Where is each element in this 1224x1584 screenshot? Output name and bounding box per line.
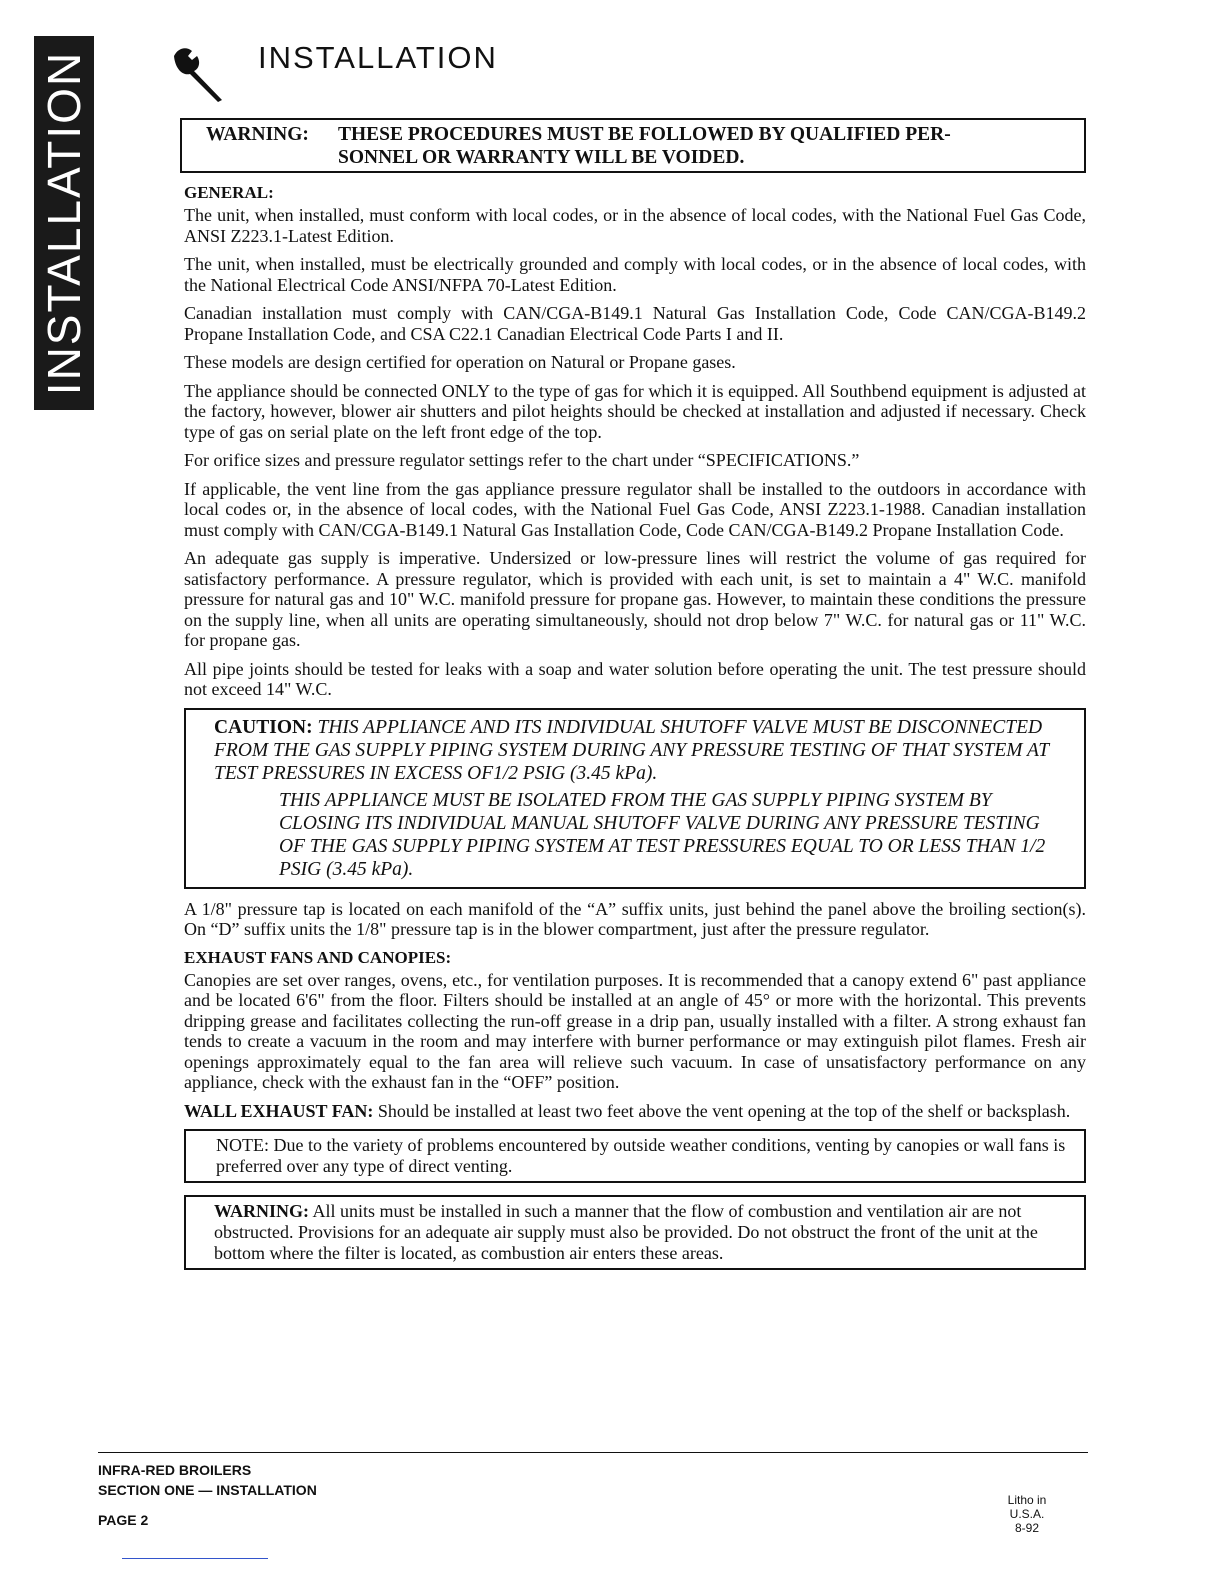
main-content: [184, 118, 1086, 1270]
wall-fan-text: Should be installed at least two feet above the vent opening at the top of the shelf or backsplash.: [377, 1100, 1071, 1121]
general-paragraph: The appliance should be connected ONLY to the type of gas for which it is equipped. All Southbend equipment is adjusted at the factory, however, blower air shutters and pilot heights should be checked at installation and adjusted if necessary. Check type of gas on serial plate on the left front edge of the top.: [184, 380, 1086, 442]
bottom-link-line: [122, 1558, 268, 1559]
note-text: NOTE: Due to the variety of problems encountered by outside weather conditions, venting by canopies or wall fans is preferred over any type of direct venting.: [216, 1135, 1066, 1176]
caution-box: [184, 708, 1086, 889]
footer-left: [98, 1460, 317, 1530]
warning-box: [180, 118, 1086, 173]
footer-date: 8-92: [1014, 1521, 1040, 1535]
page-title: INSTALLATION: [258, 40, 498, 75]
general-paragraph: An adequate gas supply is imperative. Undersized or low-pressure lines will restrict the volume of gas required for satisfactory performance. A pressure regulator, which is provided with each unit, is set to maintain a 4" W.C. manifold pressure for natural gas and 10" W.C. manifold pressure for propane gas. However, to maintain these conditions the pressure on the supply line, when all units are operating simultaneously, should not drop below 7" W.C. for natural gas or 11" W.C. for propane gas.: [184, 548, 1086, 650]
caution-text-1: THIS APPLIANCE AND ITS INDIVIDUAL SHUTOFF VALVE MUST BE DISCONNECTED FROM THE GAS SUPPLY PIPING SYSTEM DURING ANY PRESSURE TESTING OF THAT SYSTEM AT TEST PRESSURES IN EXCESS OF1/2 PSIG (3.45 kPa).: [214, 716, 1049, 784]
caution-text-2: THIS APPLIANCE MUST BE ISOLATED FROM THE GAS SUPPLY PIPING SYSTEM BY CLOSING ITS INDIVIDUAL MANUAL SHUTOFF VALVE DURING ANY PRESSURE TESTING OF THE GAS SUPPLY PIPING SYSTEM AT TEST PRESSURES EQUAL TO OR LESS THAN 1/2 PSIG (3.45 kPa).: [279, 789, 1046, 880]
general-paragraph: The unit, when installed, must conform with local codes, or in the absence of local codes, with the National Fuel Gas Code, ANSI Z223.1-Latest Edition.: [184, 205, 1086, 246]
warning-text-line1: THESE PROCEDURES MUST BE FOLLOWED BY QUALIFIED PER-: [338, 124, 951, 145]
general-paragraph: The unit, when installed, must be electrically grounded and comply with local codes, or in the absence of local codes, with the National Electrical Code ANSI/NFPA 70-Latest Edition.: [184, 254, 1086, 295]
general-paragraph: For orifice sizes and pressure regulator settings refer to the chart under “SPECIFICATIONS.”: [184, 450, 860, 470]
warning-bottom-box: [184, 1195, 1086, 1270]
footer-section: SECTION ONE — INSTALLATION: [98, 1482, 317, 1498]
note-box: [184, 1129, 1086, 1183]
general-heading: GENERAL:: [184, 183, 274, 202]
general-paragraph: Canadian installation must comply with CAN/CGA-B149.1 Natural Gas Installation Code, Code CAN/CGA-B149.2 Propane Installation Code, and CSA C22.1 Canadian Electrical Code Parts I and II.: [184, 303, 1086, 344]
general-paragraph: If applicable, the vent line from the gas appliance pressure regulator shall be installed to the outdoors in accordance with local codes or, in the absence of local codes, with the National Fuel Gas Code, ANSI Z223.1-1988. Canadian installation must comply with CAN/CGA-B149.1 Natural Gas Installation Code, Code CAN/CGA-B149.2 Propane Installation Code.: [184, 478, 1086, 540]
warning-text-line2: SONNEL OR WARRANTY WILL BE VOIDED.: [338, 147, 745, 168]
side-section-tab: [34, 36, 94, 410]
warning-label: WARNING:: [206, 124, 309, 145]
caution-label: CAUTION:: [214, 716, 313, 738]
exhaust-heading: EXHAUST FANS AND CANOPIES:: [184, 947, 452, 967]
footer-divider: [98, 1452, 1088, 1453]
exhaust-paragraph: Canopies are set over ranges, ovens, etc., for ventilation purposes. It is recommended that a canopy extend 6" past appliance and be located 6'6" from the floor. Filters should be installed at an angle of 45° or more with the horizontal. This prevents dripping grease and facilitates collecting the run-off grease in a drip pan, usually installed with a filter. A strong exhaust fan tends to create a vacuum in the room and may interfere with burner performance or may extinguish pilot flames. Fresh air openings approximately equal to the fan area will relieve such vacuum. In case of unsatisfactory performance on any appliance, check with the exhaust fan in the “OFF” position.: [184, 969, 1086, 1092]
footer-right: [996, 1493, 1058, 1535]
side-tab-label: INSTALLATION: [38, 50, 90, 396]
general-paragraph: All pipe joints should be tested for leaks with a soap and water solution before operating the unit. The test pressure should not exceed 14" W.C.: [184, 658, 1086, 699]
wrench-icon: [172, 42, 228, 102]
warning-bottom-text: All units must be installed in such a manner that the flow of combustion and ventilation air are not obstructed. Provisions for an adequate air supply must also be provided. Do not obstruct the front of the unit at the bottom where the filter is located, as combustion air enters these areas.: [214, 1201, 1038, 1263]
footer-litho: Litho in U.S.A.: [1007, 1493, 1047, 1521]
wall-fan-label: WALL EXHAUST FAN:: [184, 1100, 374, 1121]
general-paragraph: These models are design certified for operation on Natural or Propane gases.: [184, 352, 736, 372]
footer-page-number: PAGE 2: [98, 1512, 149, 1528]
warning-bottom-label: WARNING:: [214, 1201, 310, 1221]
footer-product: INFRA-RED BROILERS: [98, 1462, 252, 1478]
pressure-tap-paragraph: A 1/8" pressure tap is located on each manifold of the “A” suffix units, just behind the panel above the broiling section(s). On “D” suffix units the 1/8" pressure tap is in the blower compartment, just after the pressure regulator.: [184, 898, 1086, 939]
